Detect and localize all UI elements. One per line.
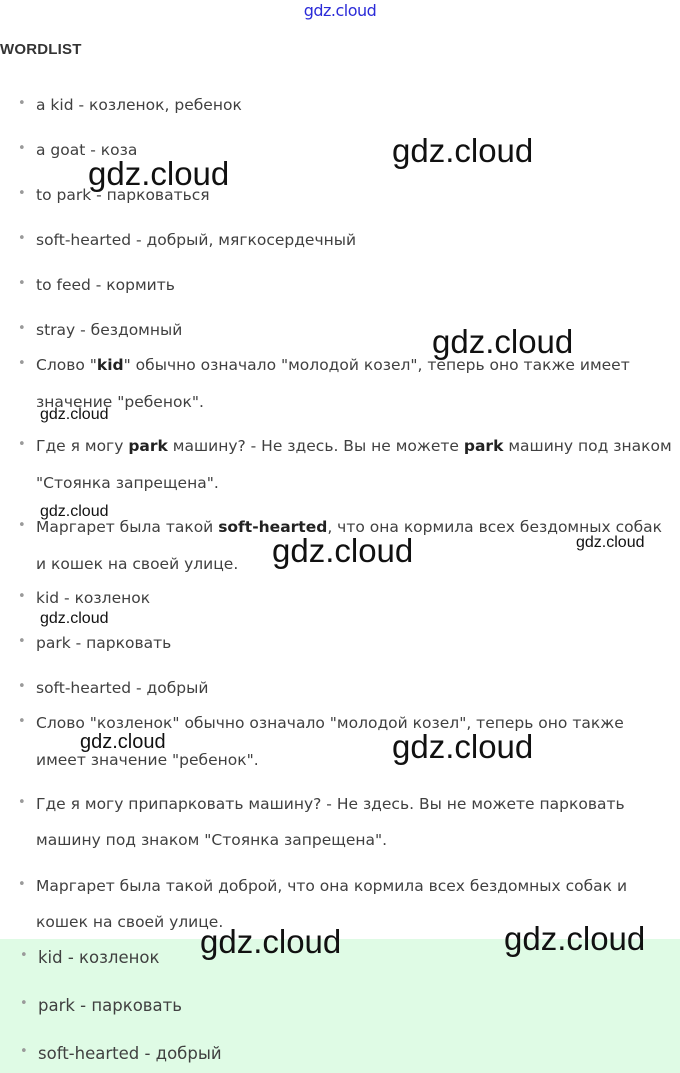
watermark: gdz.cloud: [432, 323, 574, 360]
page-title: WORDLIST: [0, 41, 82, 58]
bullet-icon: •: [18, 356, 26, 371]
watermark: gdz.cloud: [504, 920, 646, 957]
watermark: gdz.cloud: [88, 155, 230, 192]
item-text: Маргарет была такой soft-hearted, что она кормила всех бездомных собак: [36, 518, 663, 536]
item-text: Где я могу park машину? - Не здесь. Вы не можете park машину под знаком: [36, 437, 672, 455]
item-text-line2: машину под знаком "Стоянка запрещена".: [36, 831, 388, 849]
keyword: kid: [96, 356, 124, 374]
item-text: Где я могу припарковать машину? - Не здесь. Вы не можете парковать: [36, 795, 625, 813]
watermark: gdz.cloud: [40, 610, 109, 627]
watermark: gdz.cloud: [80, 731, 166, 753]
bullet-icon: •: [18, 714, 26, 729]
watermark: gdz.cloud: [576, 534, 645, 551]
item-text-line2: значение "ребенок".: [36, 393, 204, 411]
bullet-icon: •: [18, 276, 26, 291]
keyword: park: [128, 437, 168, 455]
bullet-icon: •: [18, 141, 26, 156]
item-text: soft-hearted - добрый: [36, 679, 209, 697]
item-text: Маргарет была такой доброй, что она кормила всех бездомных собак и: [36, 877, 628, 895]
item-text-line2: кошек на своей улице.: [36, 913, 224, 931]
bullet-icon: •: [20, 948, 28, 963]
bullet-icon: •: [18, 634, 26, 649]
item-text: to park - парковаться: [36, 186, 210, 204]
bullet-icon: •: [18, 186, 26, 201]
watermark: gdz.cloud: [392, 132, 534, 169]
item-text-line2: и кошек на своей улице.: [36, 555, 239, 573]
item-text-line2: "Стоянка запрещена".: [36, 474, 219, 492]
item-text: a goat - коза: [36, 141, 138, 159]
watermark: gdz.cloud: [40, 503, 109, 520]
watermark: gdz.cloud: [272, 532, 414, 569]
item-text: kid - козленок: [38, 948, 160, 967]
bullet-icon: •: [18, 321, 26, 336]
item-text-line2: имеет значение "ребенок".: [36, 751, 259, 769]
item-text: to feed - кормить: [36, 276, 175, 294]
top-watermark: gdz.cloud: [303, 1, 377, 20]
bullet-icon: •: [18, 589, 26, 604]
watermark: gdz.cloud: [200, 923, 342, 960]
bullet-icon: •: [20, 1044, 28, 1059]
item-text: Слово "козленок" обычно означало "молодой козел", теперь оно также: [36, 714, 624, 732]
item-text: soft-hearted - добрый: [38, 1044, 222, 1063]
watermark: gdz.cloud: [40, 406, 109, 423]
bullet-icon: •: [18, 877, 26, 892]
item-text: a kid - козленок, ребенок: [36, 96, 242, 114]
bullet-icon: •: [18, 795, 26, 810]
item-text: Слово "kid" обычно означало "молодой козел", теперь оно также имеет: [36, 356, 630, 374]
item-text: kid - козленок: [36, 589, 151, 607]
bullet-icon: •: [18, 437, 26, 452]
item-text: park - парковать: [38, 996, 182, 1015]
bullet-icon: •: [18, 96, 26, 111]
item-text: soft-hearted - добрый, мягкосердечный: [36, 231, 357, 249]
item-text: park - парковать: [36, 634, 172, 652]
bullet-icon: •: [20, 996, 28, 1011]
item-text: stray - бездомный: [36, 321, 183, 339]
keyword: soft-hearted: [218, 518, 328, 536]
bullet-icon: •: [18, 231, 26, 246]
watermark: gdz.cloud: [392, 728, 534, 765]
keyword: park: [463, 437, 504, 455]
bullet-icon: •: [18, 679, 26, 694]
bullet-icon: •: [18, 518, 26, 533]
